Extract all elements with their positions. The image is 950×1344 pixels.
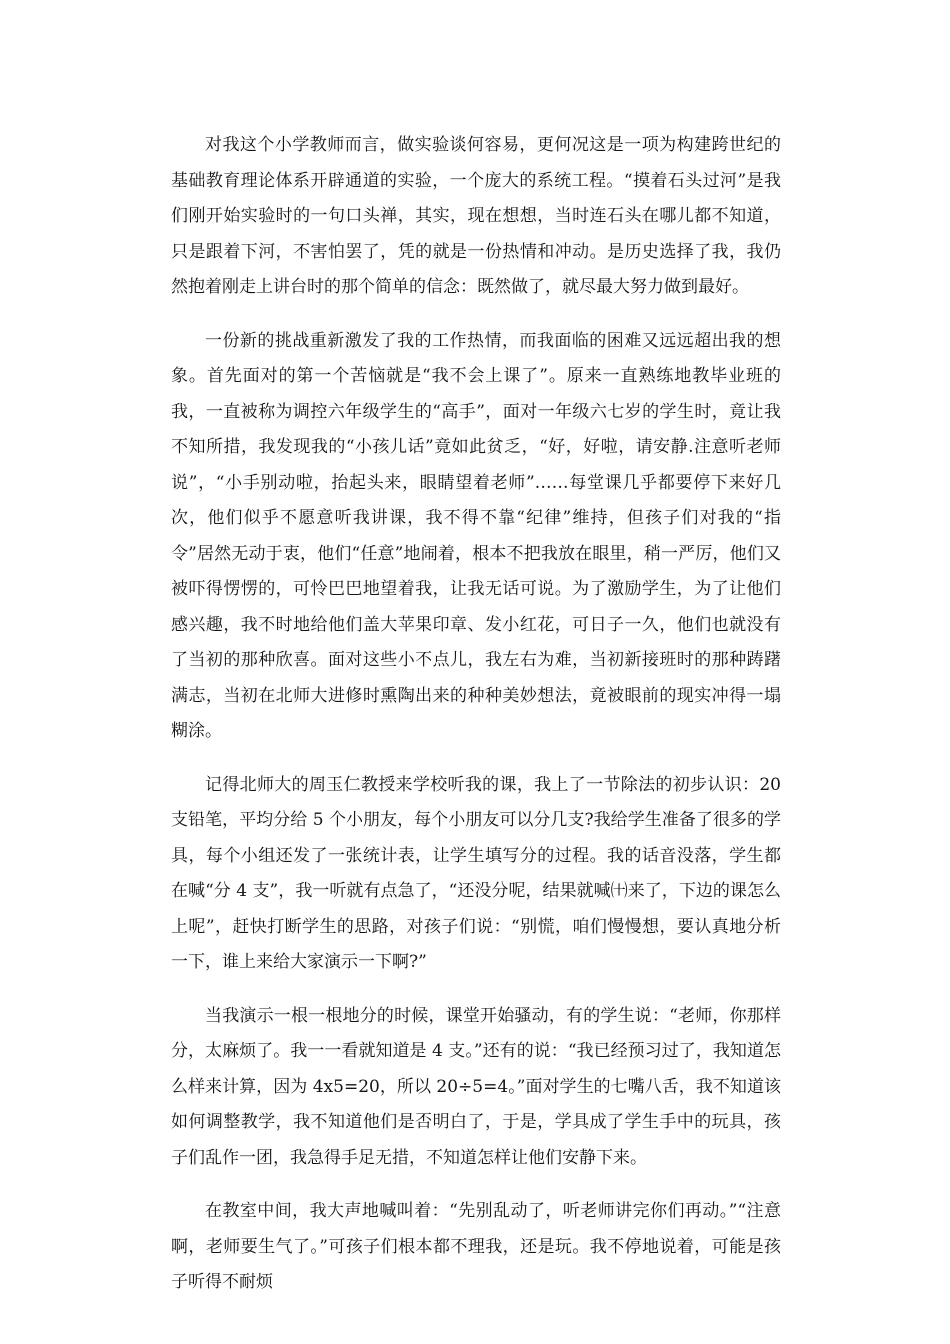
paragraph-1: 对我这个小学教师而言，做实验谈何容易，更何况这是一项为构建跨世纪的基础教育理论体系开辟通道的实验，一个庞大的系统工程。“摸着石头过河”是我们刚开始实验时的一句口头禅，其实，现在想想，当时连石头在哪儿都不知道，只是跟着下河，不害怕罢了，凭的就是一份热情和冲动。是历史选择了我，我仍然抱着刚走上讲台时的那个简单的信念：既然做了，就尽最大努力做到最好。	[171, 135, 781, 297]
paragraph-2: 一份新的挑战重新激发了我的工作热情，而我面临的困难又远远超出我的想象。首先面对的第一个苦恼就是“我不会上课了”。原来一直熟练地教毕业班的我，一直被称为调控六年级学生的“高手”，面对一年级六七岁的学生时，竟让我不知所措，我发现我的“小孩儿话”竟如此贫乏，“好，好啦，请安静.注意听老师说”，“小手别动啦，抬起头来，眼睛望着老师”……每堂课几乎都要停下来好几次，他们似乎不愿意听我讲课，我不得不靠“纪律”维持，但孩子们对我的“指令”居然无动于衷，他们“任意”地闹着，根本不把我放在眼里，稍一严厉，他们又被吓得愣愣的，可怜巴巴地望着我，让我无话可说。为了激励学生，为了让他们感兴趣，我不时地给他们盖大苹果印章、发小红花，可日子一久，他们也就没有了当初的那种欣喜。面对这些小不点儿，我左右为难，当初新接班时的那种踌躇满志，当初在北师大进修时熏陶出来的种种美妙想法，竟被眼前的现实冲得一塌糊涂。	[171, 330, 781, 741]
paragraph-4: 当我演示一根一根地分的时候，课堂开始骚动，有的学生说：“老师，你那样分，太麻烦了。我一一看就知道是 4 支。”还有的说：“我已经预习过了，我知道怎么样来计算，因为 4x5=20，所以 20÷5=4。”面对学生的七嘴八舌，我不知道该如何调整教学，我不知道他们是否明白了，于是，学具成了学生手中的玩具，孩子们乱作一团，我急得手足无措，不知道怎样让他们安静下来。	[171, 1005, 781, 1168]
paragraph-3: 记得北师大的周玉仁教授来学校听我的课，我上了一节除法的初步认识：20 支铅笔，平均分给 5 个小朋友，每个小朋友可以分几支?我给学生准备了很多的学具，每个小组还发了一张统计表，让学生填写分的过程。我的话音没落，学生都在喊“分 4 支”，我一听就有点急了，“还没分呢，结果就喊㈩来了，下边的课怎么上呢”，赶快打断学生的思路，对孩子们说：“别慌，咱们慢慢想，要认真地分析一下，谁上来给大家演示一下啊?”	[171, 774, 781, 972]
paragraph-5: 在教室中间，我大声地喊叫着：“先别乱动了，听老师讲完你们再动。”“注意啊，老师要生气了。”可孩子们根本都不理我，还是玩。我不停地说着，可能是孩子听得不耐烦	[171, 1201, 781, 1292]
document-body	[171, 128, 781, 1319]
